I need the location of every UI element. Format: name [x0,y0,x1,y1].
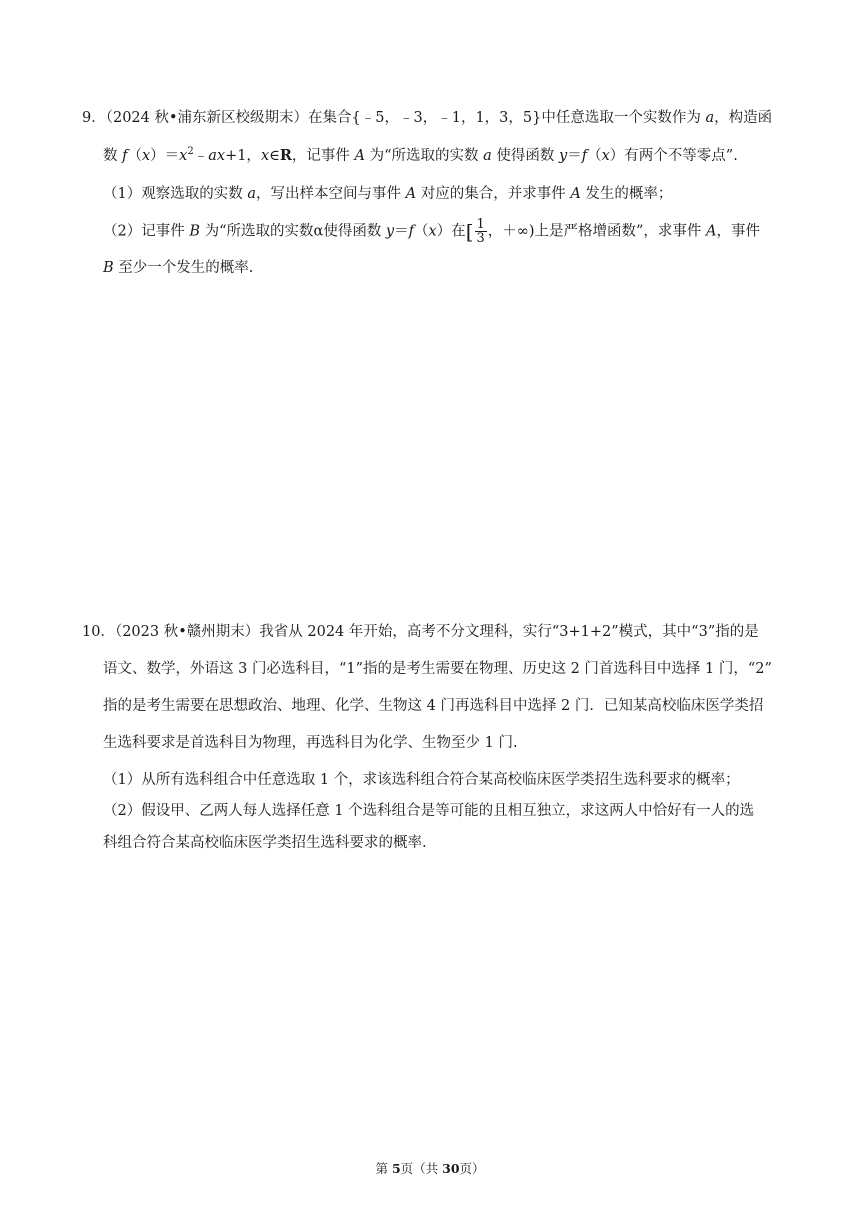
question-10-part-1: （1）从所有选科组合中任意选取 1 个，求该选科组合符合某高校临床医学类招生选科要求的概率； [103,772,740,788]
text: （ [587,148,602,164]
question-10-line-3: 指的是考生需要在思想政治、地理、化学、生物这 4 门再选科目中选择 2 门．已知某高校临床医学类招 [103,698,764,714]
question-10-line-4: 生选科要求是首选科目为物理，再选科目为化学、生物至少 1 门. [103,735,518,751]
text: ）在 [436,223,466,240]
exponent: 2 [187,146,194,157]
text: ＝ [394,223,409,240]
text: 页） [459,1161,485,1176]
text: （1）观察选取的实数 [103,186,248,202]
question-10-line-2: 语文、数学，外语这 3 门必选科目，“1”指的是考生需要在物理、历史这 2 门首选科目中选择 1 门，“2” [103,661,772,677]
question-9-part-1 [103,184,672,204]
page-footer [0,1159,860,1177]
text: ）有两个不等零点”. [609,148,738,164]
text: ﹣ [193,148,209,164]
text: 数 [103,148,123,164]
var-A: A [706,223,717,240]
text: ，写出样本空间与事件 [256,186,406,202]
text: ，构造函 [714,110,773,126]
var-a: a [483,148,492,164]
var-f: f [581,148,588,164]
text: +1， [225,148,261,164]
text: 页（共 [400,1161,443,1176]
var-x: x [428,223,437,240]
var-f: f [122,148,128,164]
text: 至少一个发生的概率. [113,260,254,276]
var-ax: ax [208,148,226,164]
page-number: 5 [391,1161,401,1176]
text: （ [127,148,142,164]
text: 对应的集合，并求事件 [416,186,571,202]
numerator: 1 [476,217,485,232]
var-x: x [179,148,188,164]
question-9-line-1 [82,108,772,128]
var-a: a [705,110,715,126]
text: ，记事件 [291,148,355,164]
question-9-part-2-cont [103,258,253,278]
text: ，事件 [716,223,761,240]
var-a: a [247,186,256,202]
var-x: x [141,148,151,164]
text: 第 [375,1161,392,1176]
denominator: 3 [476,231,485,246]
text: （ [414,223,429,240]
text: ）＝ [150,148,180,164]
var-x: x [260,148,270,164]
var-x: x [601,148,610,164]
question-10-part-2-cont: 科组合符合某高校临床医学类招生选科要求的概率. [103,835,427,851]
var-B: B [103,260,114,276]
question-10-part-2: （2）假设甲、乙两人每人选择任意 1 个选科组合是等可能的且相互独立，求这两人中恰好有一人的选 [103,803,755,819]
page-total: 30 [442,1161,460,1176]
question-9-part-2 [103,218,760,245]
text: 为“所选取的实数α使得函数 [200,223,386,240]
var-A: A [354,148,366,164]
var-A: A [405,186,417,202]
text: 为“所选取的实数 [365,148,484,164]
text: ＝ [567,148,582,164]
question-10-line-1: 10．（2023 秋•赣州期末）我省从 2024 年开始，高考不分文理科，实行“3+1+2”模式，其中“3”指的是 [82,624,759,640]
left-bracket: [ [465,219,474,244]
var-y: y [385,223,395,240]
text: ∈ [269,148,280,164]
text: 发生的概率； [580,186,673,202]
question-9-line-2 [103,146,738,166]
var-B: B [189,223,200,240]
var-A: A [570,186,581,202]
text: （2）记事件 [103,223,190,240]
fraction-one-third [475,218,487,245]
text: 使得函数 [491,148,560,164]
set-r: R [279,147,292,164]
var-y: y [559,148,568,164]
var-f: f [408,223,414,240]
text: ，＋∞)上是严格增函数”，求事件 [487,223,707,240]
text: 9．（2024 秋•浦东新区校级期末）在集合{﹣5，﹣3，﹣1，1，3，5}中任意选取一个实数作为 [82,110,706,126]
